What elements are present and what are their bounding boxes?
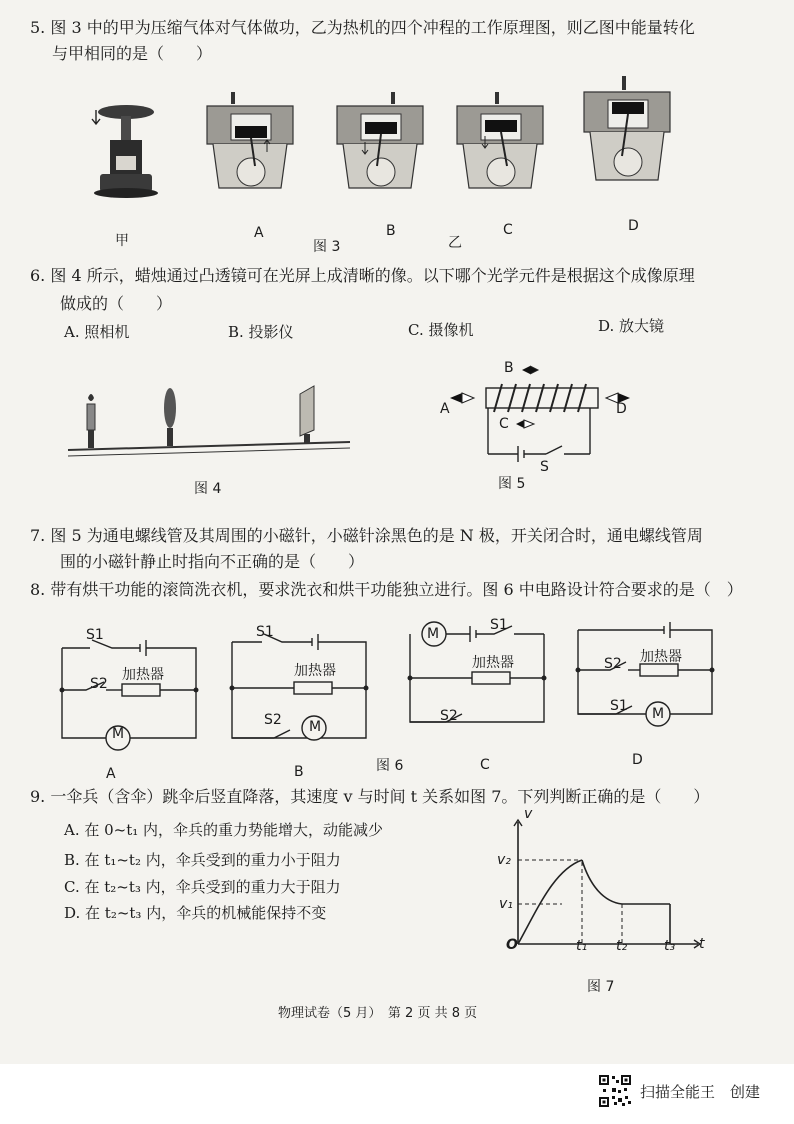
graph-origin-o: O [506,937,518,953]
q6-line2: 做成的（ ） [60,294,173,313]
velocity-time-graph [514,818,704,948]
q6-option-b: B. 投影仪 [228,323,294,341]
engine-stroke-b-figure [335,92,425,196]
circuit-c-heater: 加热器 [472,655,514,671]
circuit-b-motor: M [309,719,322,735]
fig3-label-d: D [628,218,639,234]
fig5-caption: 图 5 [498,476,526,492]
circuit-b-heater: 加热器 [294,663,336,679]
circuit-d-s2: S2 [604,656,622,672]
circuit-d-label: D [632,752,643,768]
q9-option-c: C. 在 t₂~t₃ 内，伞兵受到的重力大于阻力 [64,878,341,896]
q5-line2: 与甲相同的是（ ） [52,44,213,63]
circuit-a-figure [60,628,200,752]
circuit-c-s1: S1 [490,617,508,633]
circuit-d-motor: M [652,706,665,722]
q8-line1: 8. 带有烘干功能的滚筒洗衣机，要求洗衣和烘干功能独立进行。图 6 中电路设计符合要求的是（ ） [30,580,743,599]
q6-line1: 6. 图 4 所示，蜡烛通过凸透镜可在光屏上成清晰的像。以下哪个光学元件是根据这个成像原理 [30,266,695,285]
circuit-c-label: C [480,757,490,773]
engine-stroke-c-figure [455,92,545,196]
fig7-caption: 图 7 [587,979,615,995]
fig3-label-a: A [254,225,264,241]
q7-line1: 7. 图 5 为通电螺线管及其周围的小磁针，小磁针涂黑色的是 N 极，开关闭合时，通电螺线管周 [30,526,703,545]
q6-option-d: D. 放大镜 [598,317,665,335]
graph-axis-t: t [699,936,705,952]
graph-label-v1: v₁ [499,896,513,912]
q6-option-c: C. 摄像机 [408,321,474,339]
graph-label-t2: t₂ [616,938,628,954]
fig5-label-d: D [616,401,627,417]
engine-stroke-d-figure [582,76,672,192]
circuit-c-motor: M [427,626,440,642]
optical-bench-figure [68,380,358,460]
circuit-b-label: B [294,764,304,780]
circuit-c-s2: S2 [440,708,458,724]
fig4-caption: 图 4 [194,481,222,497]
fig3-label-b: B [386,223,396,239]
fig5-label-s: S [540,459,549,475]
fig5-label-a: A [440,401,450,417]
fig6-caption: 图 6 [376,758,404,774]
q5-line1: 5. 图 3 中的甲为压缩气体对气体做功，乙为热机的四个冲程的工作原理图，则乙图中能量转化 [30,18,695,37]
circuit-d-heater: 加热器 [640,649,682,665]
graph-axis-v: v [524,806,533,822]
graph-label-v2: v₂ [497,852,511,868]
page-footer: 物理试卷（5 月） 第 2 页 共 8 页 [278,1006,478,1021]
circuit-a-s2: S2 [90,676,108,692]
engine-stroke-a-figure [205,92,295,196]
fig5-label-c: C [499,416,509,432]
piston-apparatus-figure [90,96,170,206]
circuit-b-figure [230,630,370,754]
graph-label-t3: t₃ [664,938,676,954]
circuit-a-heater: 加热器 [122,667,164,683]
circuit-a-motor: M [112,726,125,742]
q7-line2: 围的小磁针静止时指向不正确的是（ ） [60,552,365,571]
qr-code-icon [598,1074,632,1108]
graph-label-t1: t₁ [576,938,588,954]
circuit-b-s2: S2 [264,712,282,728]
fig3-label-yi: 乙 [448,235,462,251]
fig3-label-c: C [503,222,513,238]
scanner-brand: 扫描全能王 创建 [640,1083,761,1101]
q6-option-a: A. 照相机 [64,323,130,341]
q9-line1: 9. 一伞兵（含伞）跳伞后竖直降落，其速度 v 与时间 t 关系如图 7。下列判断正确的是（ ） [30,787,710,806]
q9-option-d: D. 在 t₂~t₃ 内，伞兵的机械能保持不变 [64,904,327,922]
fig3-caption: 图 3 [313,239,341,255]
q9-option-a: A. 在 0~t₁ 内，伞兵的重力势能增大，动能减少 [64,821,384,839]
fig3-label-jia: 甲 [115,233,129,249]
solenoid-circuit-figure [430,362,640,462]
fig5-label-b: B [504,360,514,376]
circuit-d-s1: S1 [610,698,628,714]
circuit-a-s1: S1 [86,627,104,643]
circuit-d-figure [576,626,716,736]
circuit-a-label: A [106,766,116,782]
circuit-b-s1: S1 [256,624,274,640]
q9-option-b: B. 在 t₁~t₂ 内，伞兵受到的重力小于阻力 [64,851,341,869]
